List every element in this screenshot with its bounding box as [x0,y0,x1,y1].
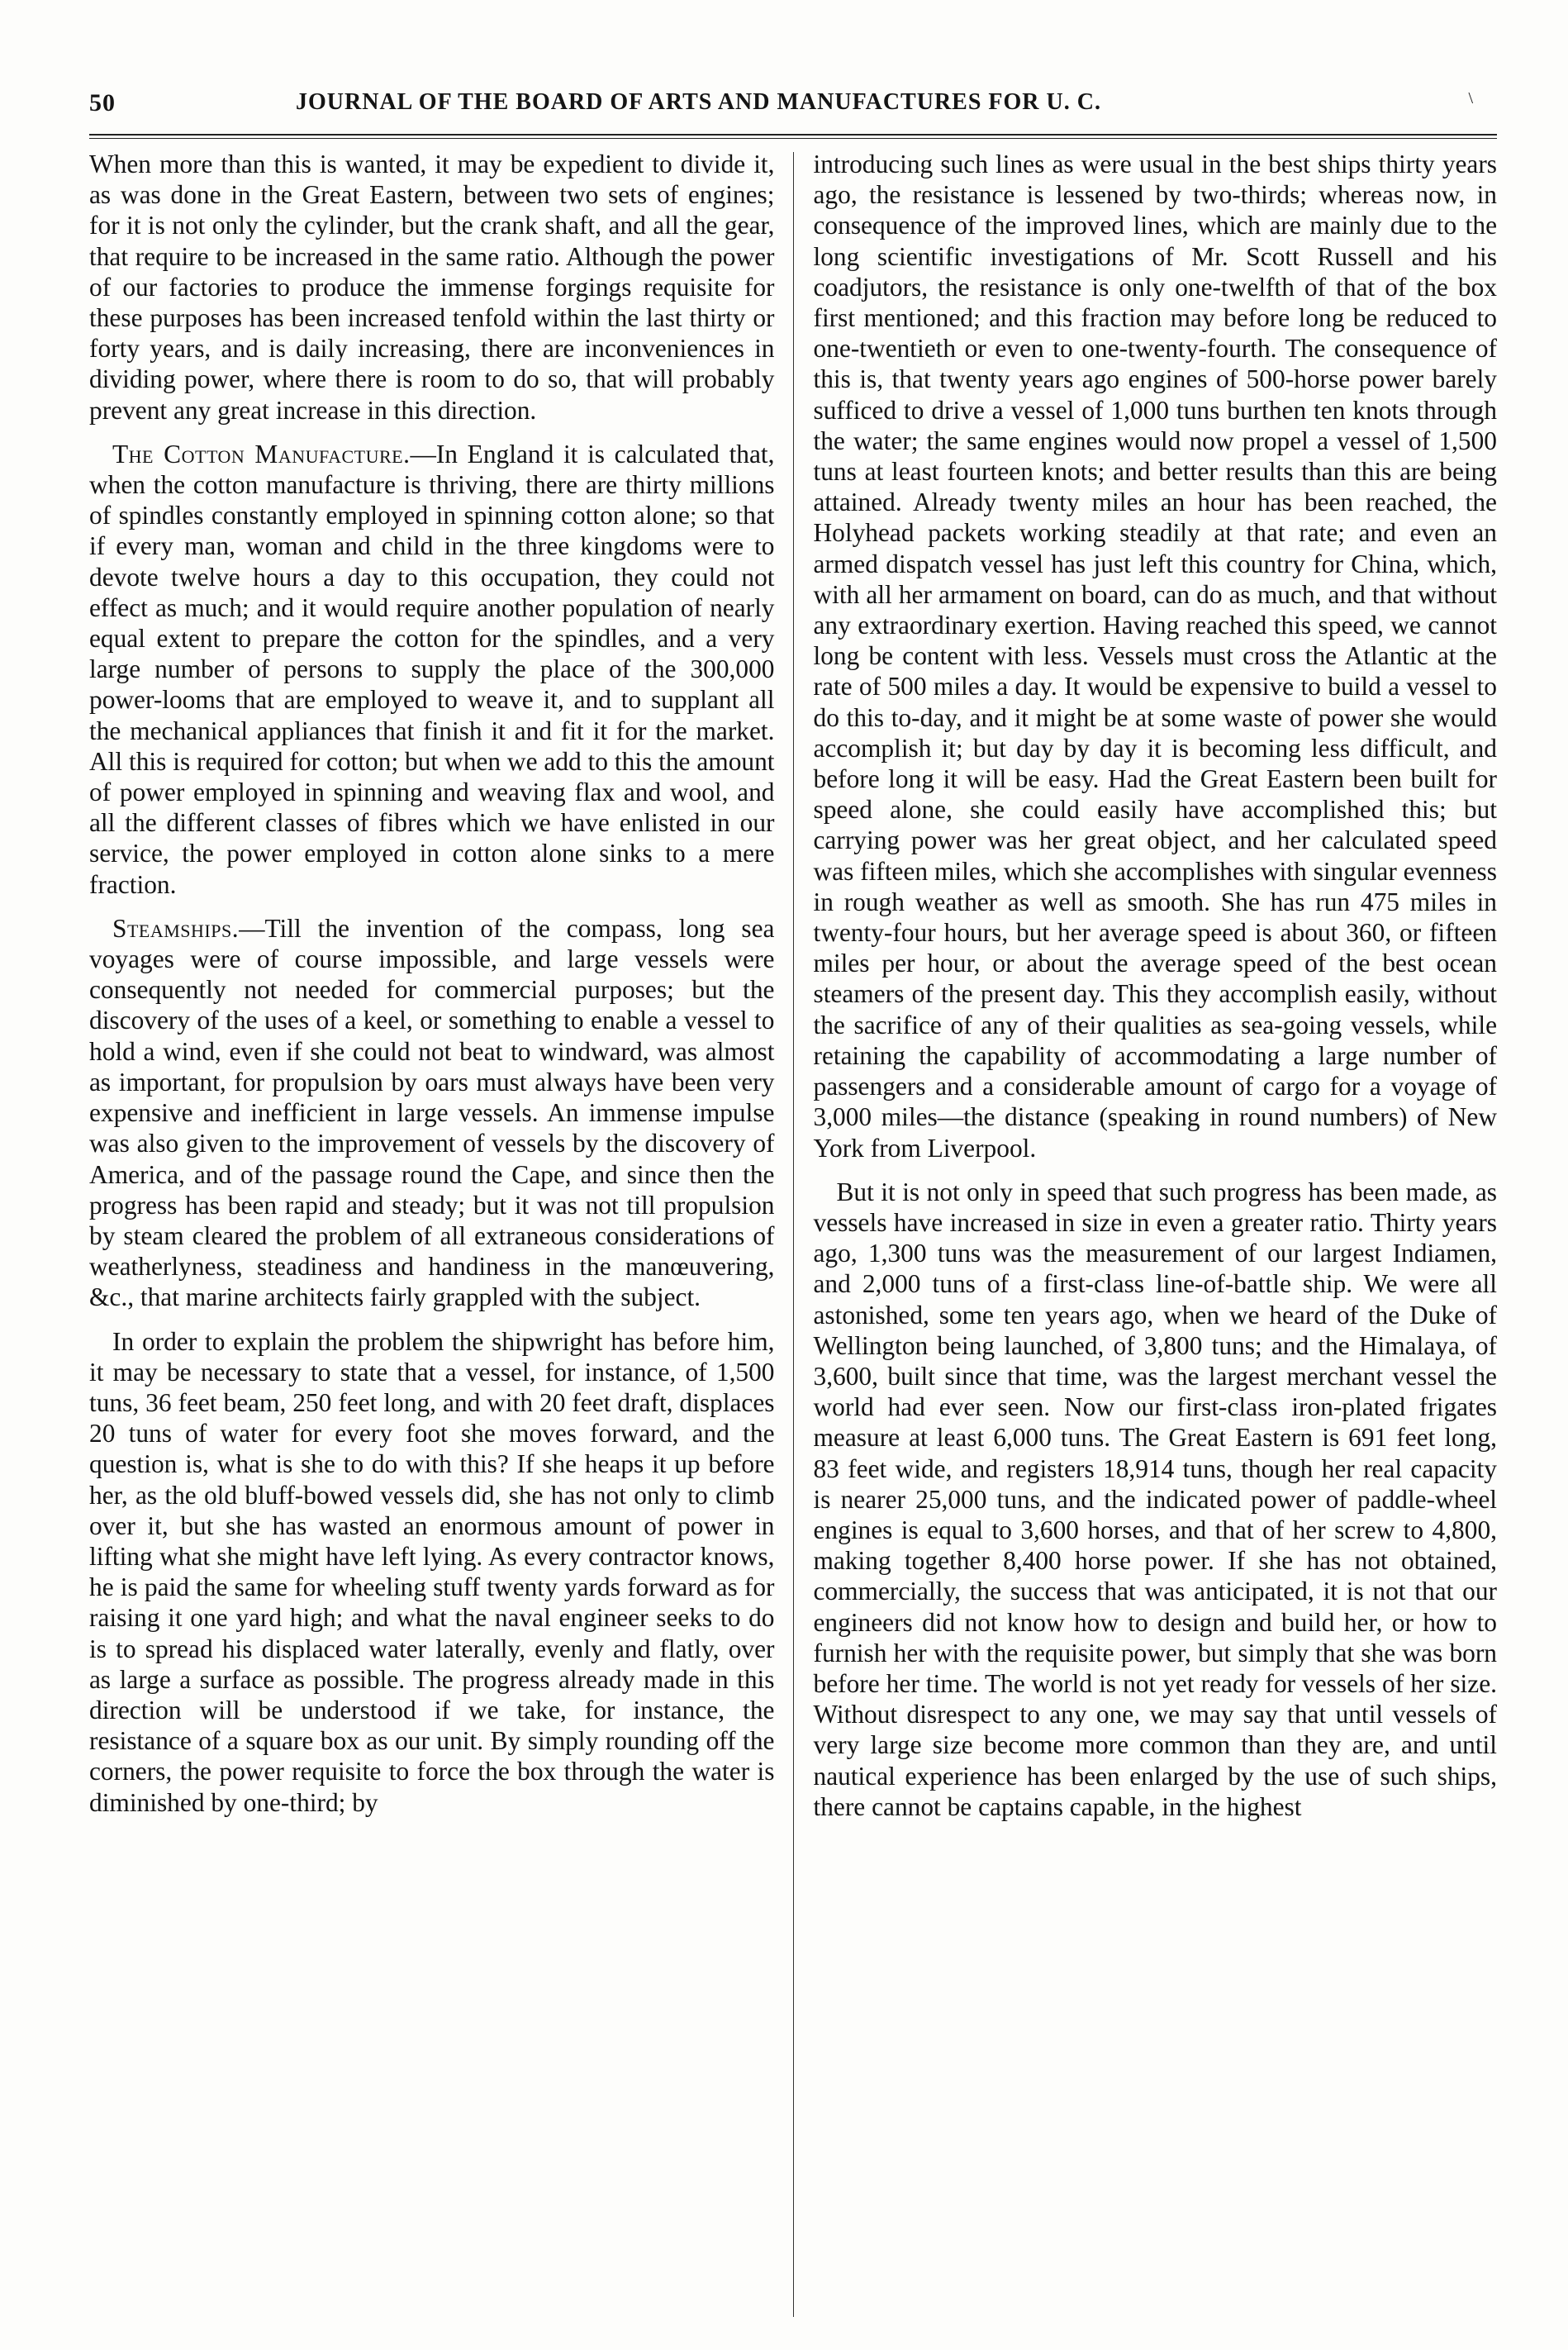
running-title: JOURNAL OF THE BOARD OF ARTS AND MANUFACTURES FOR U. C. [296,89,1101,115]
paragraph-vessel-size: But it is not only in speed that such progress has been made, as vessels have increased in size in even a greater ratio. Thirty years ago, 1,300 tuns was the measurement of our largest Indiamen, and 2,000 tuns of a first-class line-of-battle ship. We were all astonished, some ten years ago, when we heard of the Duke of Wellington being launched, of 3,800 tuns; and the Himalaya, of 3,600, built since that time, was the largest merchant vessel the world had ever seen. Now our first-class iron-plated frigates measure at least 6,000 tuns. The Great Eastern is 691 feet long, 83 feet wide, and registers 18,914 tuns, though her real capacity is nearer 25,000 tuns, and the indicated power of paddle-wheel engines is equal to 3,600 horses, and that of her screw to 4,800, making together 8,400 horse power. If she has not obtained, commercially, the success that was anticipated, it is not that our engineers did not know how to design and build her, or how to furnish her with the requisite power, but simply that she was born before her time. The world is not yet ready for vessels of her size. Without disrespect to any one, we may say that until vessels of very large size become more common than they are, and until nautical experience has been enlarged by the use of such ships, there cannot be captains capable, in the highest [813,1177,1497,1821]
page-number: 50 [89,89,116,117]
paragraph-engines: When more than this is wanted, it may be expedient to divide it, as was done in the Great Eastern, between two sets of engines; for it is not only the cylinder, but the crank shaft, and all the gear, that require to be increased in the same ratio. Although the power of our factories to produce the immense forgings requisite for these purposes has been increased tenfold within the last thirty or forty years, and is daily increasing, there are inconveniences in dividing power, where there is room to do so, that will probably prevent any great increase in this direction. [89,150,775,425]
running-head [89,86,1497,122]
paragraph-steamships [89,913,775,1313]
paragraph-shipwright-problem: In order to explain the problem the shipwright has before him, it may be necessary to state that a vessel, for instance, of 1,500 tuns, 36 feet beam, 250 feet long, and with 20 feet draft, displaces 20 tuns of water for every foot she moves forward, and the question is, what is she to do with this? If she heaps it up before her, as the old bluff-bowed vessels did, she has not only to climb over it, but she has wasted an enormous amount of power in lifting what she might have left lying. As every contractor knows, he is paid the same for wheeling stuff twenty yards forward as for raising it one yard high; and what the naval engineer seeks to do is to spread his displaced water laterally, evenly and flatly, over as large a surface as possible. The progress already made in this direction will be understood if we take, for instance, the resistance of a square box as our unit. By simply rounding off the corners, the power requisite to force the box through the water is diminished by one-third; by [89,1326,775,1817]
paragraph-cotton-manufacture [89,439,775,900]
section-heading-cotton: The Cotton Manufacture. [112,439,411,469]
section-heading-steamships: Steamships. [112,913,240,943]
paragraph-resistance: introducing such lines as were usual in the best ships thirty years ago, the resistance is lessened by two-thirds; whereas now, in consequence of the improved lines, which are mainly due to the long scientific investigations of Mr. Scott Russell and his coadjutors, the resistance is only one-twelfth of that of the box first mentioned; and this fraction may before long be reduced to one-twentieth or even to one-twenty-fourth. The consequence of this is, that twenty years ago engines of 500-horse power barely sufficed to drive a vessel of 1,000 tuns burthen ten knots through the water; the same engines would now propel a vessel of 1,500 tuns at least fourteen knots; and better results than this are being attained. Already twenty miles an hour has been reached, the Holyhead packets working steadily at that rate; and even an armed dispatch vessel has just left this country for China, which, with all her armament on board, can do as much, and that without any extraordinary exertion. Having reached this speed, we cannot long be content with less. Vessels must cross the Atlantic at the rate of 500 miles a day. It would be expensive to build a vessel to do this to-day, and it might be at some waste of power she would accomplish it; but day by day it is becoming less difficult, and before long it will be easy. Had the Great Eastern been built for speed alone, she could easily have accomplished this; but carrying power was her great object, and her calculated speed was fifteen miles, which she accomplishes with singular evenness in rough weather as well as smooth. She has run 475 miles in twenty-four hours, but her average speed is about 360, or fifteen miles per hour, or about the average speed of the best ocean steamers of the present day. This they accomplish easily, without the sacrifice of any of their qualities as sea-going vessels, while retaining the capability of accommodating a large number of passengers and a considerable amount of cargo for a voyage of 3,000 miles—the distance (speaking in round numbers) of New York from Liverpool. [813,150,1497,1163]
right-column [794,149,1498,2317]
left-column [89,149,793,2317]
article-columns [89,149,1497,2317]
corner-mark: \ [1468,89,1474,107]
cotton-body: —In England it is calculated that, when the cotton manufacture is thriving, there are thirty millions of spindles constantly employed in spinning cotton alone; so that if every man, woman and child in the three kingdoms were to devote twelve hours a day to this occupation, they could not effect as much; and it would require another population of nearly equal extent to prepare the cotton for the spindles, and a very large number of persons to supply the place of the 300,000 power-looms that are employed to weave it, and to supplant all the mechanical appliances that finish it and fit it for the market. All this is required for cotton; but when we add to this the amount of power employed in spinning and weaving flax and wool, and all the different classes of fibres which we have enlisted in our service, the power employed in cotton alone sinks to a mere fraction. [89,439,775,899]
header-rule [89,134,1497,139]
steamships-body: —Till the invention of the compass, long sea voyages were of course impossible, and large vessels were consequently not needed for commercial purposes; but the discovery of the uses of a keel, or something to enable a vessel to hold a wind, even if she could not beat to windward, was almost as important, for propulsion by oars must always have been very expensive and inefficient in large vessels. An immense impulse was also given to the improvement of vessels by the discovery of America, and of the passage round the Cape, and since then the progress has been rapid and steady; but it was not till propulsion by steam cleared the problem of all extraneous considerations of weatherlyness, steadiness and handiness in the manœuvering, &c., that marine architects fairly grappled with the subject. [89,913,775,1312]
